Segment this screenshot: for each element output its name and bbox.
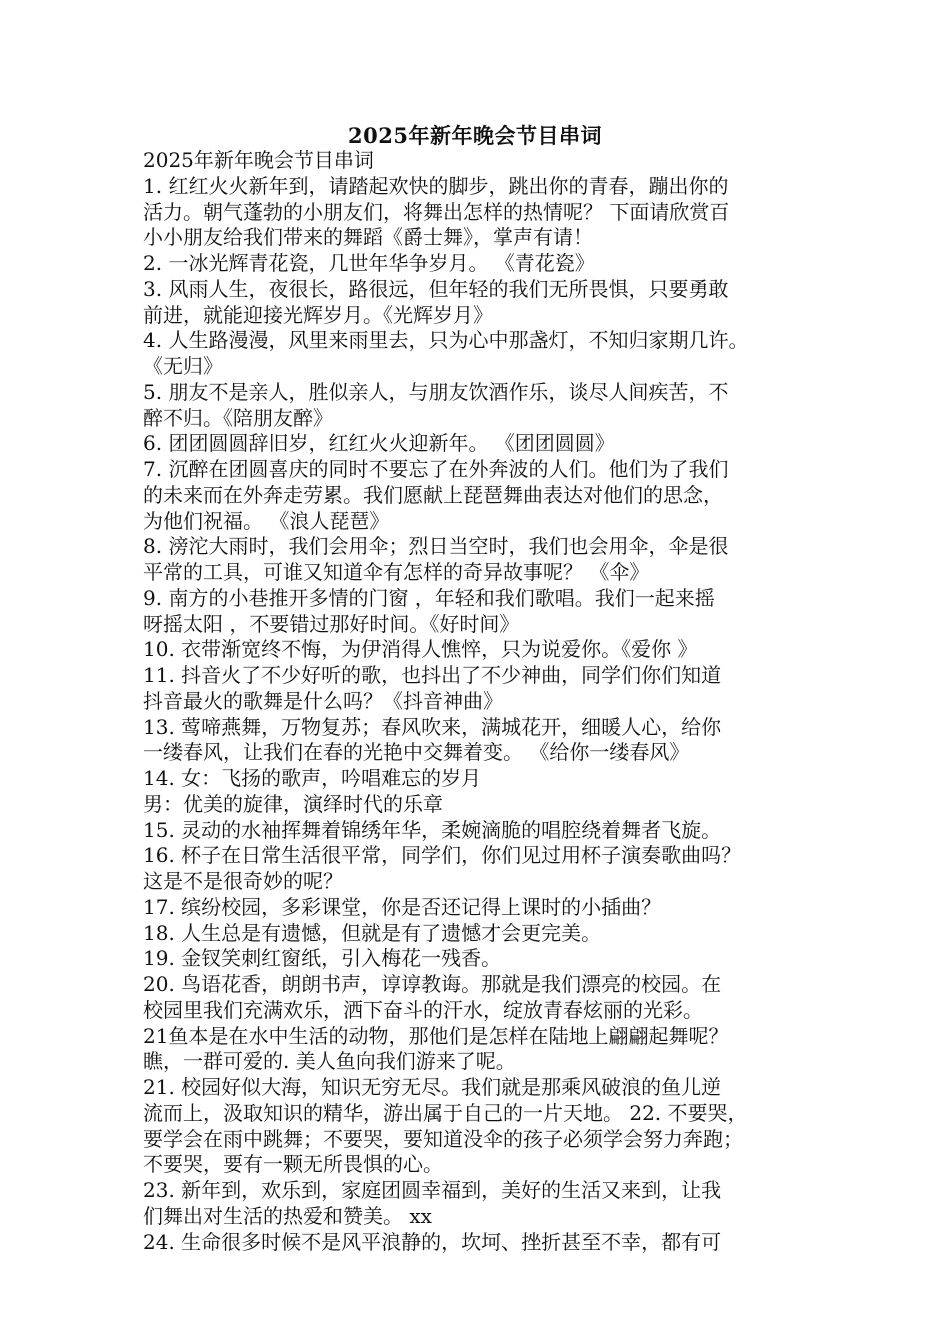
text-line: 21鱼本是在水中生活的动物，那他们是怎样在陆地上翩翩起舞呢？ (143, 1023, 729, 1048)
text-line: 校园里我们充满欢乐，洒下奋斗的汗水，绽放青春炫丽的光彩。 (143, 997, 703, 1022)
text-line: 为他们祝福。 《浪人琵琶》 (143, 508, 390, 533)
text-line: 5. 朋友不是亲人，胜似亲人，与朋友饮酒作乐，谈尽人间疾苦，不 (143, 379, 729, 404)
text-line: 3. 风雨人生，夜很长，路很远，但年轻的我们无所畏惧，只要勇敢 (143, 276, 729, 301)
text-line: 10. 衣带渐宽终不悔，为伊消得人憔悴，只为说爱你。《爱你 》 (143, 637, 698, 662)
text-line: 要学会在雨中跳舞；不要哭，要知道没伞的孩子必须学会努力奔跑； (143, 1126, 743, 1151)
text-line: 18. 人生总是有遗憾，但就是有了遗憾才会更完美。 (143, 920, 602, 945)
text-line: 一缕春风，让我们在春的光艳中交舞着变。 《给你一缕春风》 (143, 740, 690, 765)
text-line: 们舞出对生活的热爱和赞美。 xx (143, 1203, 432, 1228)
document-title: 2025年新年晚会节目串词 (348, 123, 602, 148)
text-line: 8. 滂沱大雨时，我们会用伞；烈日当空时，我们也会用伞，伞是很 (143, 534, 729, 559)
text-line: 这是不是很奇妙的呢？ (143, 869, 343, 893)
text-line: 流而上，汲取知识的精华，游出属于自己的一片天地。 22. 不要哭， (143, 1100, 748, 1125)
text-line: 20. 鸟语花香，朗朗书声，谆谆教诲。那就是我们漂亮的校园。在 (143, 972, 722, 996)
text-line: 的未来而在外奔走劳累。我们愿献上琵琶舞曲表达对他们的思念， (143, 482, 723, 507)
text-line: 1. 红红火火新年到，请踏起欢快的脚步，跳出你的青春，蹦出你的 (143, 173, 729, 198)
text-line: 抖音最火的歌舞是什么吗？《抖音神曲》 (143, 688, 503, 713)
text-line: 平常的工具，可谁又知道伞有怎样的奇异故事呢？ 《伞》 (143, 560, 650, 584)
text-line: 21. 校园好似大海，知识无穷无尽。我们就是那乘风破浪的鱼儿逆 (143, 1075, 722, 1099)
text-line: 2. 一冰光辉青花瓷，几世年华争岁月。 《青花瓷》 (143, 251, 595, 275)
text-line: 15. 灵动的水袖挥舞着锦绣年华，柔婉滴脆的唱腔绕着舞者飞旋。 (143, 817, 722, 842)
text-line: 23. 新年到，欢乐到，家庭团圆幸福到，美好的生活又来到，让我 (143, 1178, 722, 1202)
text-line: 小小朋友给我们带来的舞蹈《爵士舞》，掌声有请！ (143, 225, 593, 250)
text-line: 17. 缤纷校园，多彩课堂，你是否还记得上课时的小插曲？ (143, 894, 662, 919)
text-line: 不要哭，要有一颗无所畏惧的心。 (143, 1152, 443, 1177)
text-line: 11. 抖音火了不少好听的歌，也抖出了不少神曲，同学们你们知道 (143, 663, 722, 687)
text-line: 16. 杯子在日常生活很平常，同学们，你们见过用杯子演奏歌曲吗？ (143, 843, 742, 868)
text-line: 24. 生命很多时候不是风平浪静的，坎坷、挫折甚至不幸，都有可 (143, 1229, 722, 1254)
text-line: 4. 人生路漫漫，风里来雨里去，只为心中那盏灯，不知归家期几许。 (143, 328, 749, 353)
text-line: 7. 沉醉在团圆喜庆的同时不要忘了在外奔波的人们。他们为了我们 (143, 457, 729, 481)
text-line: 9. 南方的小巷推开多情的门窗 ，年轻和我们歌唱。我们一起来摇 (143, 585, 715, 610)
text-line: 6. 团团圆圆辞旧岁，红红火火迎新年。 《团团圆圆》 (143, 431, 615, 456)
document-body (143, 148, 833, 1255)
text-line: 醉不归。《陪朋友醉》 (143, 405, 333, 430)
text-line: 活力。朝气蓬勃的小朋友们，将舞出怎样的热情呢？ 下面请欣赏百 (143, 199, 730, 224)
text-line: 男：优美的旋律，演绎时代的乐章 (143, 791, 443, 816)
text-line: 14. 女：飞扬的歌声，吟唱难忘的岁月 (143, 766, 482, 790)
text-line: 前进，就能迎接光辉岁月。《光辉岁月》 (143, 302, 493, 327)
text-line: 19. 金钗笑刺红窗纸，引入梅花一残香。 (143, 946, 502, 971)
text-line: 13. 莺啼燕舞，万物复苏；春风吹来，满城花开，细暖人心，给你 (143, 714, 722, 739)
text-line: 呀摇太阳 ，不要错过那好时间。《好时间》 (143, 611, 520, 636)
text-line: 2025年新年晚会节目串词 (143, 148, 374, 172)
text-line: 《无归》 (143, 354, 223, 378)
text-line: 瞧，一群可爱的. 美人鱼向我们游来了呢。 (143, 1049, 516, 1074)
